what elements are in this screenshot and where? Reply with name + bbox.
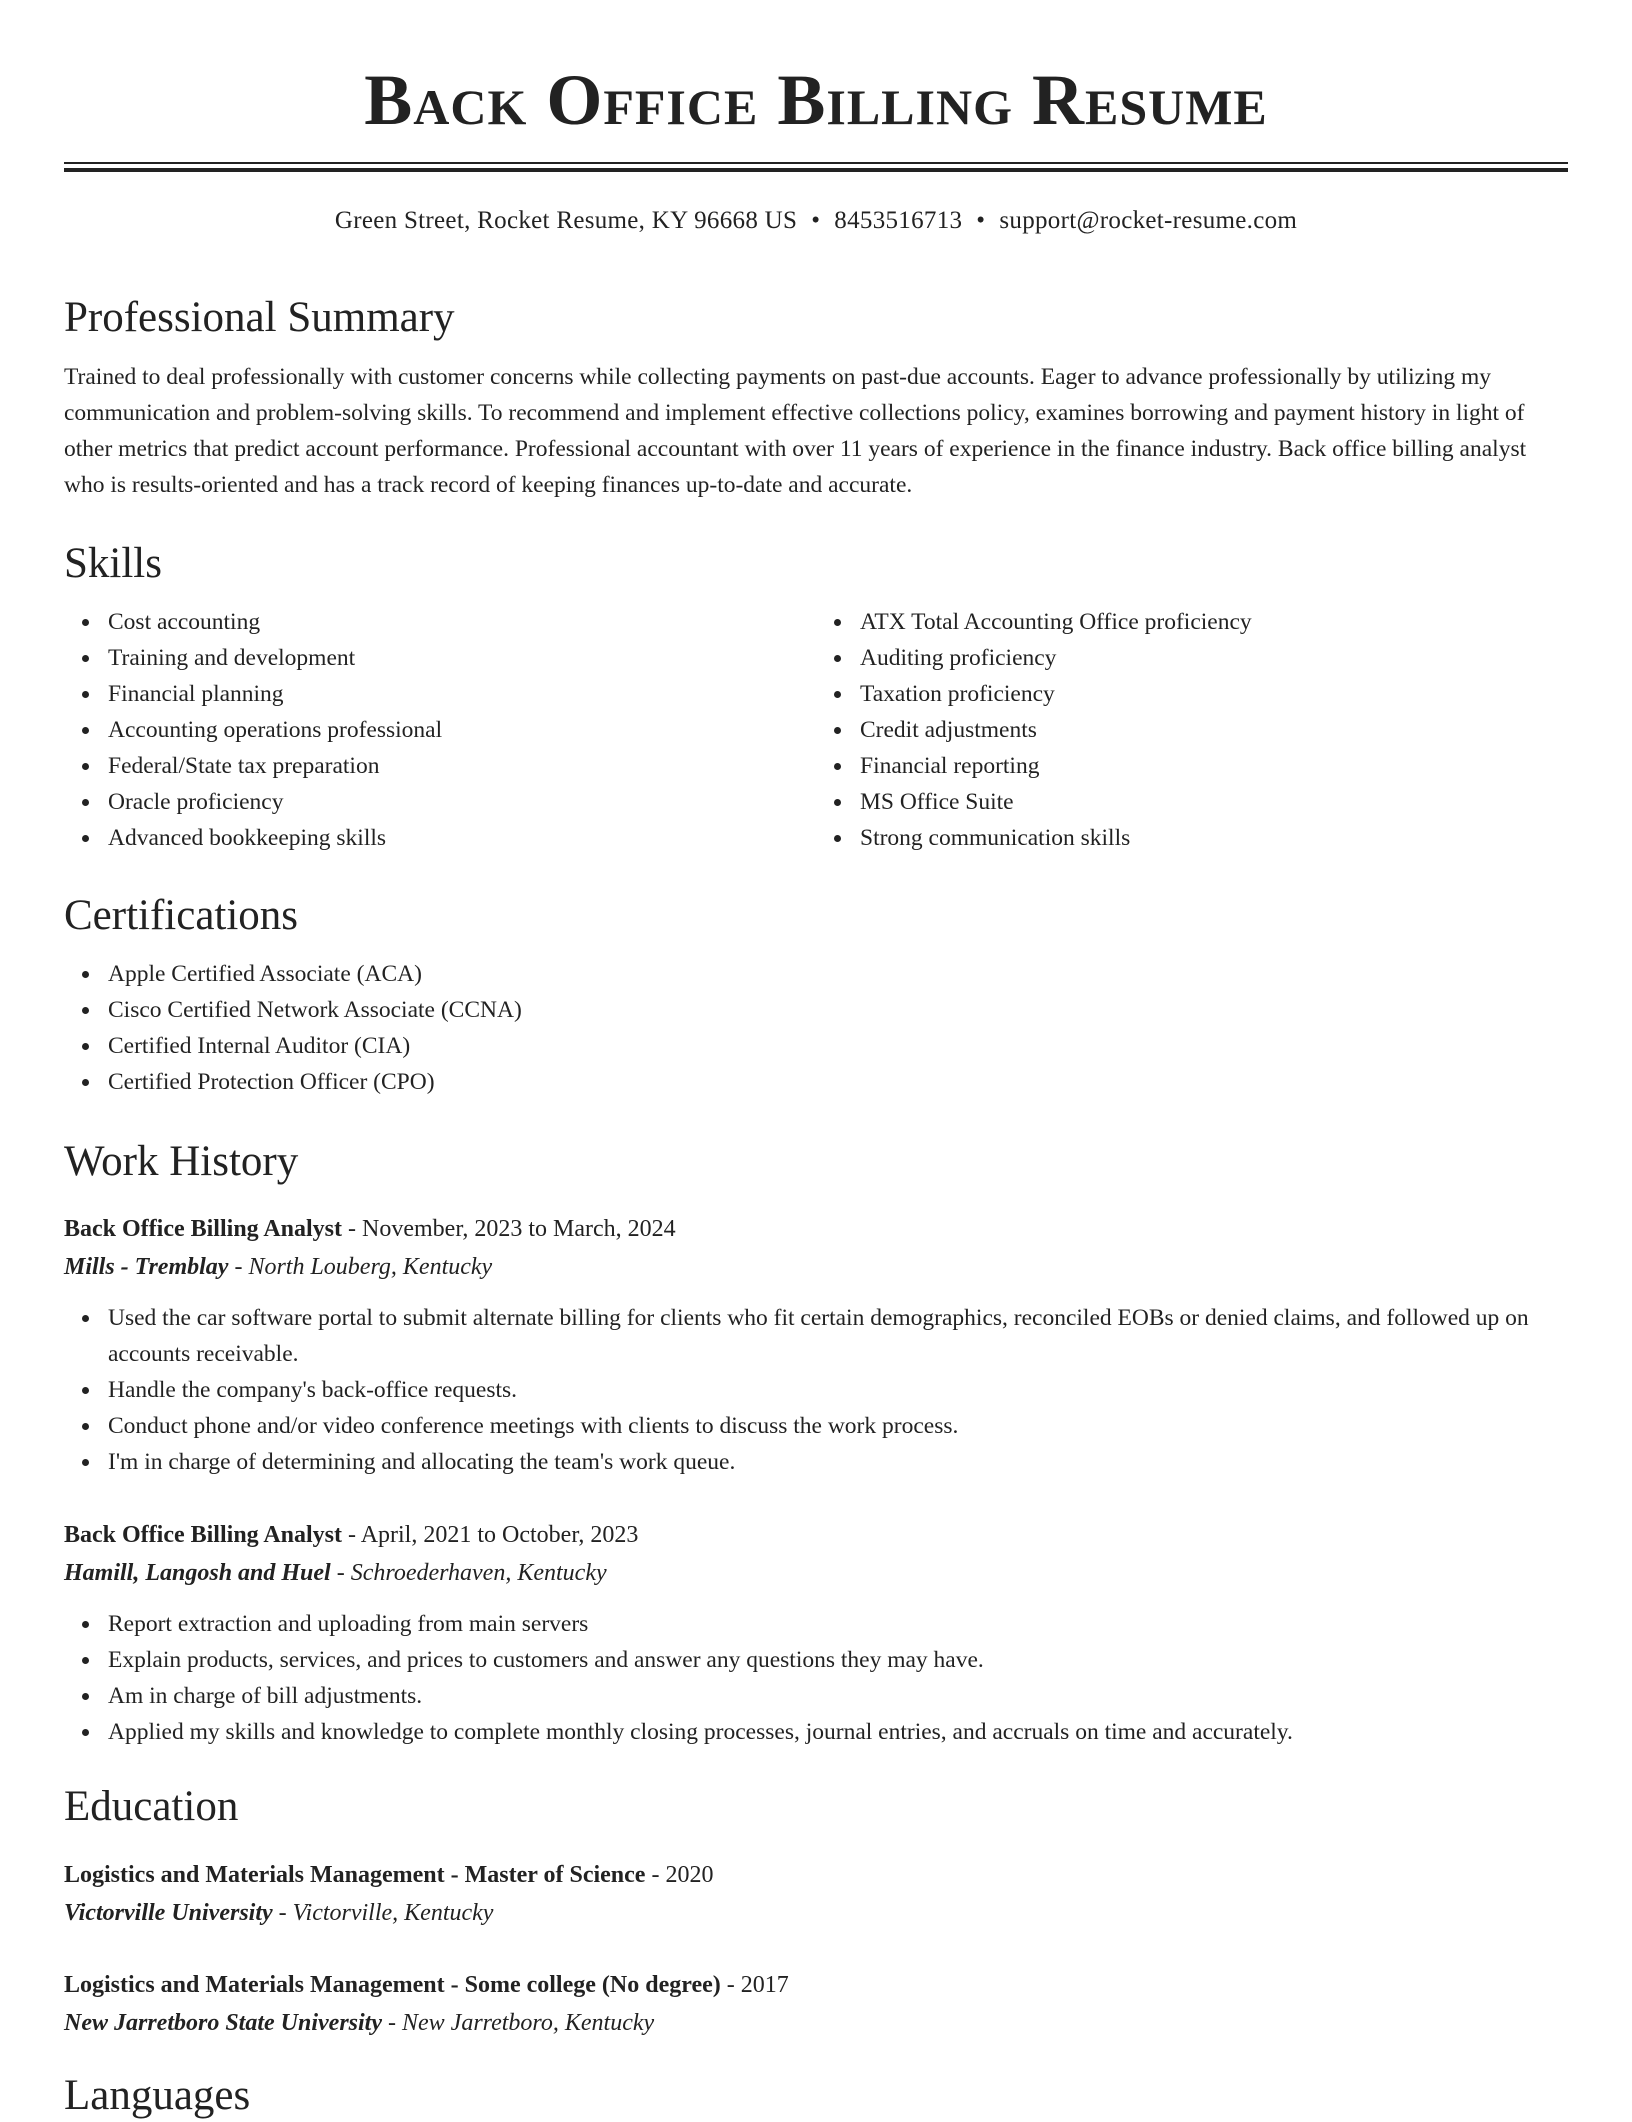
school-location: New Jarretboro, Kentucky (402, 2010, 655, 2036)
contact-address: Green Street, Rocket Resume, KY 96668 US (334, 207, 798, 234)
skill-item: Taxation proficiency (860, 676, 1568, 712)
education-entry (64, 1856, 1568, 1932)
employer-location: Schroederhaven, Kentucky (350, 1560, 607, 1586)
skill-item: Cost accounting (108, 604, 816, 640)
summary-text: Trained to deal professionally with customer concerns while collecting payments on past-due accounts. Eager to advance professionally by utilizing my communication and problem-solving skills. To recommend and implement effective collections policy, examines borrowing and payment history in light of other metrics that predict account performance. Professional accountant with over 11 years of experience in the finance industry. Back office billing analyst who is results-oriented and has a track record of keeping finances up-to-date and accurate. (64, 364, 1527, 498)
job-bullet: Report extraction and uploading from main servers (108, 1606, 1568, 1642)
job-bullet: Used the car software portal to submit alternate billing for clients who fit certain demographics, reconciled EOBs or denied claims, and followed up on accounts receivable. (108, 1300, 1568, 1372)
contact-separator: • (976, 207, 986, 234)
employer-name: Mills - Tremblay (64, 1254, 229, 1280)
certification-item: Certified Internal Auditor (CIA) (108, 1028, 1568, 1064)
job-title: Back Office Billing Analyst (64, 1522, 343, 1548)
skills-section (64, 538, 1568, 856)
education-entry (64, 1966, 1568, 2042)
job-title-line: Back Office Billing Analyst - April, 2021 to October, 2023 (64, 1522, 639, 1548)
school-location: Victorville, Kentucky (292, 1900, 494, 1926)
degree-year: 2017 (740, 1972, 789, 1998)
work-history-heading: Work History (64, 1138, 299, 1185)
skill-item: MS Office Suite (860, 784, 1568, 820)
job-dates: November, 2023 to March, 2024 (362, 1216, 676, 1242)
job-bullet: Explain products, services, and prices to customers and answer any questions they may have. (108, 1642, 1568, 1678)
degree-line: Logistics and Materials Management - Some college (No degree) - 2017 (64, 1972, 789, 1998)
skill-item: Financial reporting (860, 748, 1568, 784)
employer-location: North Louberg, Kentucky (248, 1254, 493, 1280)
summary-heading: Professional Summary (64, 294, 455, 341)
degree-year: 2020 (665, 1862, 714, 1888)
job-bullets (64, 1300, 1568, 1480)
skill-item: Federal/State tax preparation (108, 748, 816, 784)
skills-heading: Skills (64, 540, 162, 587)
skill-item: Accounting operations professional (108, 712, 816, 748)
resume-title: Back Office Billing Resume (364, 60, 1268, 140)
contact-separator: • (811, 207, 821, 234)
school-name: Victorville University (64, 1900, 273, 1926)
skills-list-right (816, 604, 1568, 856)
resume-page (64, 0, 1568, 2119)
certification-item: Apple Certified Associate (ACA) (108, 956, 1568, 992)
skills-list-left (64, 604, 816, 856)
school-line: Victorville University - Victorville, Kentucky (64, 1900, 494, 1926)
skill-item: Advanced bookkeeping skills (108, 820, 816, 856)
school-line: New Jarretboro State University - New Jarretboro, Kentucky (64, 2010, 655, 2036)
work-history-section (64, 1136, 1568, 1188)
summary-section (64, 292, 1568, 503)
job-bullet: Conduct phone and/or video conference meetings with clients to discuss the work process. (108, 1408, 1568, 1444)
job-bullet: Handle the company's back-office requests. (108, 1372, 1568, 1408)
contact-line (64, 206, 1568, 236)
employer-line: Hamill, Langosh and Huel - Schroederhaven, Kentucky (64, 1560, 607, 1586)
job-bullet: I'm in charge of determining and allocating the team's work queue. (108, 1444, 1568, 1480)
languages-heading: Languages (64, 2072, 251, 2119)
contact-phone: 8453516713 (834, 207, 963, 234)
certifications-section (64, 890, 1568, 1100)
education-section (64, 1781, 1568, 1833)
skills-grid (64, 604, 1568, 856)
title-divider (64, 162, 1568, 172)
skill-item: Financial planning (108, 676, 816, 712)
skill-item: ATX Total Accounting Office proficiency (860, 604, 1568, 640)
skill-item: Credit adjustments (860, 712, 1568, 748)
job-title-line: Back Office Billing Analyst - November, 2023 to March, 2024 (64, 1216, 676, 1242)
job-title: Back Office Billing Analyst (64, 1216, 343, 1242)
school-name: New Jarretboro State University (64, 2010, 382, 2036)
degree-name: Logistics and Materials Management - Master of Science (64, 1862, 646, 1888)
certifications-heading: Certifications (64, 892, 299, 939)
certification-item: Certified Protection Officer (CPO) (108, 1064, 1568, 1100)
employer-name: Hamill, Langosh and Huel (64, 1560, 331, 1586)
job-bullets (64, 1606, 1568, 1750)
skill-item: Oracle proficiency (108, 784, 816, 820)
certification-item: Cisco Certified Network Associate (CCNA) (108, 992, 1568, 1028)
employer-line: Mills - Tremblay - North Louberg, Kentucky (64, 1254, 493, 1280)
job-dates: April, 2021 to October, 2023 (360, 1522, 639, 1548)
skill-item: Strong communication skills (860, 820, 1568, 856)
job-bullet: Am in charge of bill adjustments. (108, 1678, 1568, 1714)
degree-line: Logistics and Materials Management - Master of Science - 2020 (64, 1862, 714, 1888)
contact-email: support@rocket-resume.com (999, 207, 1298, 234)
skill-item: Auditing proficiency (860, 640, 1568, 676)
skill-item: Training and development (108, 640, 816, 676)
languages-section (64, 2070, 1568, 2122)
job-entry (64, 1210, 1568, 1480)
education-heading: Education (64, 1783, 239, 1830)
job-bullet: Applied my skills and knowledge to complete monthly closing processes, journal entries, and accruals on time and accurately. (108, 1714, 1568, 1750)
certifications-list (64, 956, 1568, 1100)
degree-name: Logistics and Materials Management - Some college (No degree) (64, 1972, 721, 1998)
job-entry (64, 1516, 1568, 1750)
